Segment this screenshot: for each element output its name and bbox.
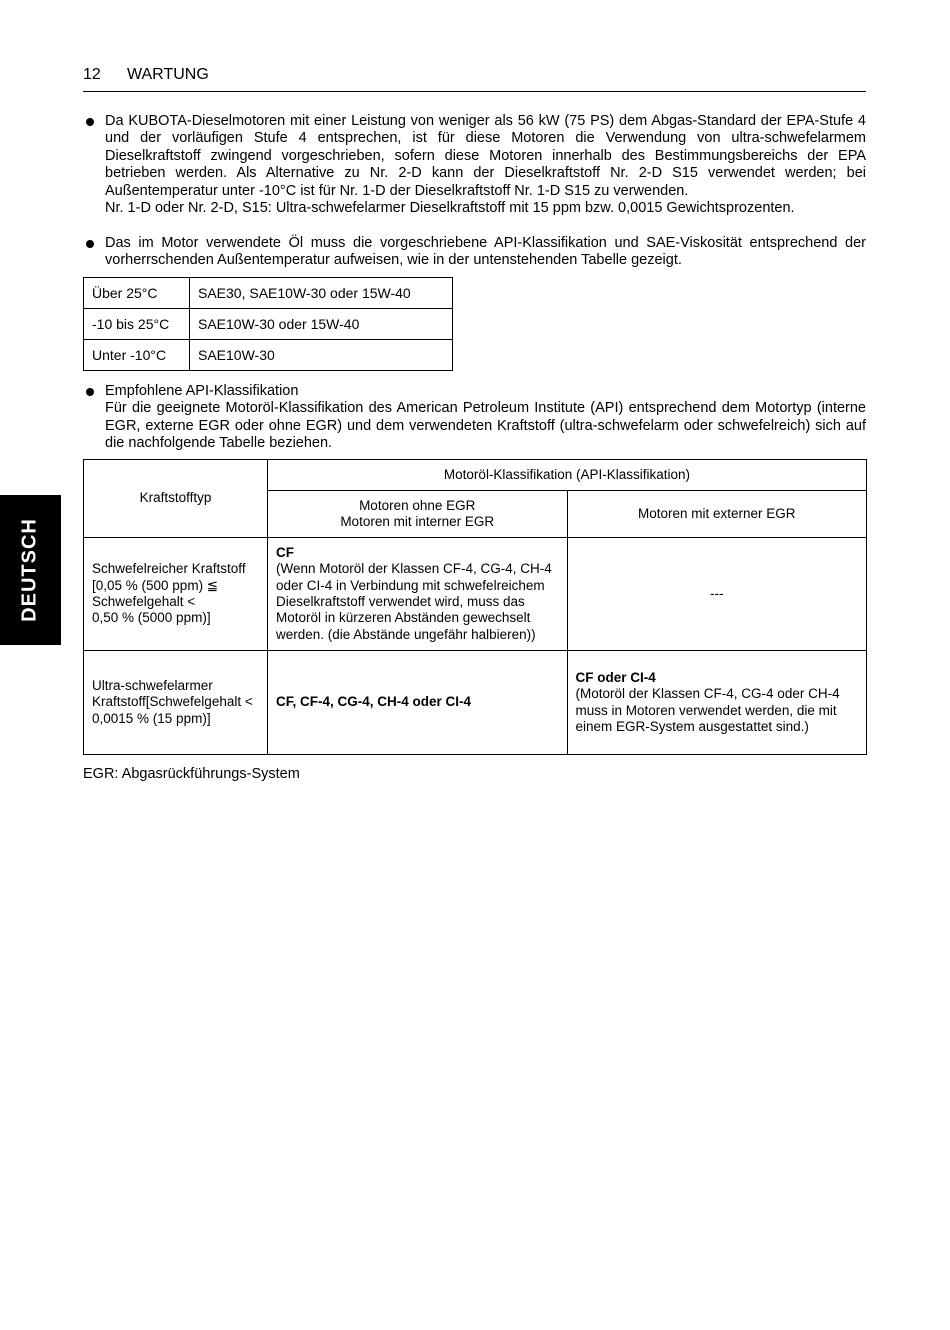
temp-cell: Unter -10°C bbox=[84, 340, 190, 371]
bullet-fuel-requirement bbox=[83, 113, 866, 217]
oil-cell: SAE10W-30 oder 15W-40 bbox=[190, 309, 453, 340]
fuel-line: 0,0015 % (15 ppm)] bbox=[92, 710, 211, 726]
external-egr-header: Motoren mit externer EGR bbox=[567, 491, 867, 538]
oil-cell: SAE10W-30 bbox=[190, 340, 453, 371]
language-tab-label: DEUTSCH bbox=[18, 518, 41, 622]
internal-egr-cell bbox=[267, 538, 567, 651]
fuel-line: 0,50 % (5000 ppm)] bbox=[92, 610, 211, 626]
section-title: WARTUNG bbox=[127, 66, 209, 83]
fuel-note: Nr. 1-D oder Nr. 2-D, S15: Ultra-schwefelarmer Dieselkraftstoff mit 15 ppm bzw. 0,0015 Gewichtsprozenten. bbox=[105, 200, 795, 217]
external-egr-cell bbox=[567, 651, 867, 755]
table-row bbox=[84, 278, 453, 309]
oil-class-bold: CF bbox=[275, 545, 294, 561]
fuel-line: [0,05 % (500 ppm) ≦ bbox=[92, 577, 219, 593]
oil-class-note: (Motoröl der Klassen CF-4, CG-4 oder CH-4 bbox=[575, 686, 840, 702]
api-heading: Empfohlene API-Klassifikation bbox=[105, 383, 299, 399]
classification-header: Motoröl-Klassifikation (API-Klassifikation) bbox=[267, 460, 866, 491]
temp-cell: Über 25°C bbox=[84, 278, 190, 309]
bullet-dot-icon bbox=[86, 240, 94, 248]
oil-class-bold: CF oder CI-4 bbox=[575, 669, 656, 685]
oil-class-note: (Wenn Motoröl der Klassen CF-4, CG-4, CH-4 bbox=[275, 561, 552, 577]
fuel-paragraph: Da KUBOTA-Dieselmotoren mit einer Leistung von weniger als 56 kW (75 PS) dem Abgas-Standard der EPA-Stufe 4 und der vorläufigen Stufe 4 entsprechen, ist für diese Motoren die Verwendung von ultra-schwefelarmem Dieselkraftstoff zwingend vorgeschrieben, sofern diese Motoren innerhalb des Bestimmungsbereichs der EPA betrieben werden. Als Alternative zu Nr. 2-D kann der Dieselkraftstoff Nr. 2-D S15 verwendet werden; bei Außentemperatur unter -10°C ist für Nr. 1-D der Dieselkraftstoff Nr. 1-D S15 zu verwenden. bbox=[105, 113, 866, 199]
temp-cell: -10 bis 25°C bbox=[84, 309, 190, 340]
language-tab bbox=[0, 495, 61, 645]
bullet-oil-requirement bbox=[83, 235, 866, 270]
oil-paragraph: Das im Motor verwendete Öl muss die vorgeschriebene API-Klassifikation und SAE-Viskosität entsprechend der vorherrschenden Außentemperatur aufweisen, wie in der untenstehenden Tabelle gezeigt. bbox=[105, 235, 866, 269]
fuel-type-cell bbox=[84, 538, 268, 651]
internal-egr-header bbox=[267, 491, 567, 538]
api-classification-table bbox=[83, 459, 867, 755]
table-row bbox=[84, 460, 867, 491]
table-row bbox=[84, 651, 867, 755]
oil-class-note: einem EGR-System ausgestattet sind.) bbox=[575, 718, 809, 734]
table-row bbox=[84, 538, 867, 651]
fuel-line: Ultra-schwefelarmer bbox=[92, 678, 213, 694]
oil-class-note: Motoröl in kürzeren Abständen gewechselt bbox=[275, 610, 531, 626]
fuel-type-header: Kraftstofftyp bbox=[84, 460, 268, 538]
egr-footnote: EGR: Abgasrückführungs-System bbox=[83, 766, 300, 782]
oil-cell: SAE30, SAE10W-30 oder 15W-40 bbox=[190, 278, 453, 309]
oil-class-note: Dieselkraftstoff verwendet wird, muss das bbox=[275, 594, 525, 609]
table-row bbox=[84, 309, 453, 340]
fuel-line: Schwefelgehalt < bbox=[92, 594, 196, 609]
table-row bbox=[84, 340, 453, 371]
fuel-line: Schwefelreicher Kraftstoff bbox=[92, 561, 246, 577]
internal-egr-header-line: Motoren mit interner EGR bbox=[340, 514, 495, 529]
page-header bbox=[83, 66, 866, 92]
bullet-api-classification bbox=[83, 383, 866, 453]
internal-egr-header-line: Motoren ohne EGR bbox=[359, 497, 476, 513]
oil-class-note: muss in Motoren verwendet werden, die mit bbox=[575, 702, 837, 718]
bullet-dot-icon bbox=[86, 118, 94, 126]
fuel-line: Kraftstoff[Schwefelgehalt < bbox=[92, 694, 253, 710]
viscosity-table bbox=[83, 277, 453, 371]
oil-class-note: werden. (die Abstände ungefähr halbieren)) bbox=[275, 626, 536, 642]
oil-class-note: oder CI-4 in Verbindung mit schwefelreichem bbox=[275, 577, 545, 593]
external-egr-cell: --- bbox=[567, 538, 867, 651]
page-number: 12 bbox=[83, 66, 101, 83]
fuel-type-cell bbox=[84, 651, 268, 755]
internal-egr-cell: CF, CF-4, CG-4, CH-4 oder CI-4 bbox=[267, 651, 567, 755]
api-paragraph: Für die geeignete Motoröl-Klassifikation des American Petroleum Institute (API) entsprechend dem Motortyp (interne EGR, externe EGR oder ohne EGR) und dem verwendeten Kraftstoff (ultra-schwefelarm oder schwefelreich) sich auf die nachfolgende Tabelle beziehen. bbox=[105, 400, 866, 452]
bullet-dot-icon bbox=[86, 388, 94, 396]
